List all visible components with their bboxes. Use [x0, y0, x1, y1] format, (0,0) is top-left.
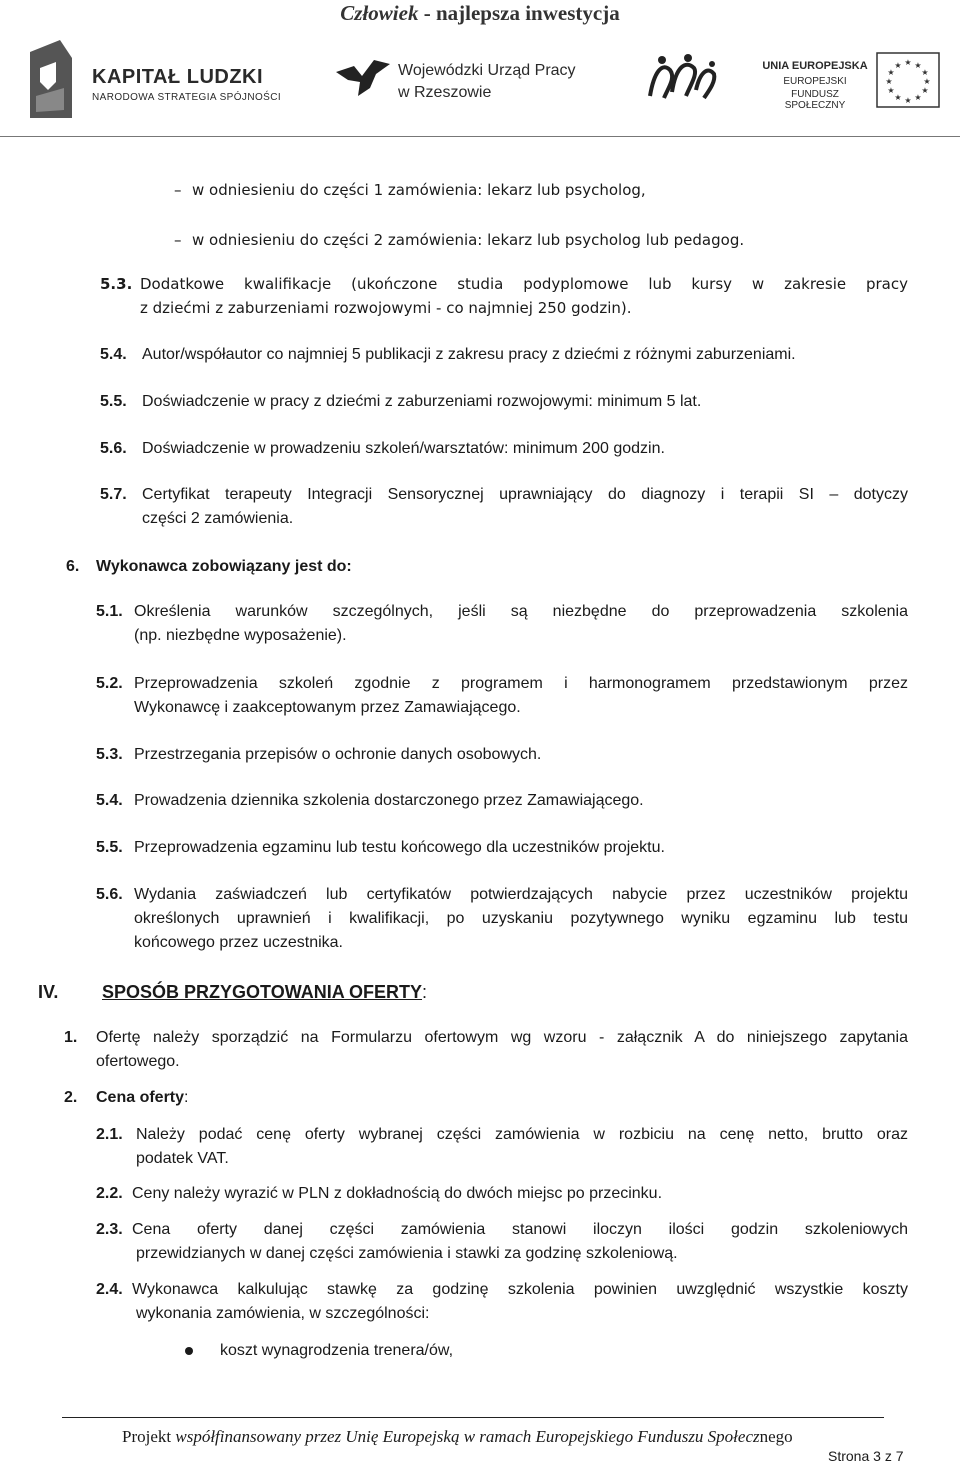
bullet-item-1: koszt wynagrodzenia trenera/ów,	[220, 1342, 454, 1359]
item-number: 5.5.	[96, 839, 123, 856]
item-number: 5.2.	[96, 675, 123, 692]
item-number: 5.3.	[96, 746, 123, 763]
item-number: 2.4.	[96, 1281, 123, 1298]
paragraph-6-2-line2: Wykonawcę i zaakceptowanym przez Zamawiającego.	[134, 699, 521, 716]
logo2-line1: Wojewódzki Urząd Pracy	[398, 62, 576, 79]
svg-text:★: ★	[894, 93, 902, 102]
page-number: Strona 3 z 7	[828, 1448, 904, 1464]
eu-flag-icon	[876, 52, 940, 108]
item-number: 5.3.	[100, 275, 133, 293]
item-number: 5.4.	[100, 346, 127, 363]
svg-text:★: ★	[921, 68, 929, 77]
paragraph-6-2-line1: Przeprowadzenia szkoleń zgodnie z programem i harmonogramem przedstawionym przez	[134, 675, 908, 692]
item-number: 2.2.	[96, 1185, 123, 1202]
bullet-dot	[185, 1347, 193, 1355]
paragraph-5-7-line2: części 2 zamówienia.	[142, 510, 294, 527]
svg-text:★: ★	[904, 96, 912, 105]
item-number: 5.5.	[100, 393, 127, 410]
dash-item-2: w odniesieniu do części 2 zamówienia: lekarz lub psycholog lub pedagog.	[192, 231, 745, 249]
paragraph-6-1-line1: Określenia warunków szczególnych, jeśli są niezbędne do przeprowadzenia szkolenia	[134, 603, 908, 620]
item-number: 5.4.	[96, 792, 123, 809]
paragraph-5-3-line1: Dodatkowe kwalifikacje (ukończone studia podyplomowe lub kursy w zakresie pracy	[140, 275, 908, 293]
paragraph-2-4-line2: wykonania zamówienia, w szczególności:	[136, 1305, 430, 1322]
logo1-line1: KAPITAŁ LUDZKI	[92, 66, 264, 88]
dash-item-1: w odniesieniu do części 1 zamówienia: lekarz lub psycholog,	[192, 181, 646, 199]
header-title	[0, 0, 960, 26]
dash-bullet: –	[174, 181, 182, 199]
item-number: 5.6.	[96, 886, 123, 903]
kapital-ludzki-logo-icon	[26, 38, 74, 120]
paragraph-2-3-line1: Cena oferty danej części zamówienia stanowi iloczyn ilości godzin szkoleniowych	[132, 1221, 908, 1238]
wup-bird-logo-icon	[334, 58, 392, 100]
paragraph-6-4: Prowadzenia dziennika szkolenia dostarczonego przez Zamawiającego.	[134, 792, 644, 809]
section-6-title: Wykonawca zobowiązany jest do:	[96, 558, 352, 575]
paragraph-6-6-line2: określonych uprawnień i kwalifikacji, po uzyskaniu pozytywnego wyniku egzaminu lub testu	[134, 910, 908, 927]
dash-bullet: –	[174, 231, 182, 249]
svg-text:★: ★	[921, 86, 929, 95]
svg-text:★: ★	[894, 61, 902, 70]
item-number: 2.3.	[96, 1221, 123, 1238]
paragraph-2-2: Ceny należy wyrazić w PLN z dokładnością do dwóch miejsc po przecinku.	[132, 1185, 663, 1202]
paragraph-2-4-line1: Wykonawca kalkulując stawkę za godzinę szkolenia powinien uwzględnić wszystkie koszty	[132, 1281, 908, 1298]
svg-text:★: ★	[885, 77, 893, 86]
logo2-line2: w Rzeszowie	[398, 84, 492, 101]
item-number: 1.	[64, 1029, 78, 1046]
paragraph-6-1-line2: (np. niezbędne wyposażenie).	[134, 627, 347, 644]
paragraph-2-3-line2: przewidzianych w danej części zamówienia i stawki za godzinę szkoleniową.	[136, 1245, 678, 1262]
section-iv-number: IV.	[38, 982, 59, 1002]
paragraph-2-1-line2: podatek VAT.	[136, 1150, 229, 1167]
logo4-line3: FUNDUSZ SPOŁECZNY	[784, 89, 846, 111]
item-number: 5.1.	[96, 603, 123, 620]
section-cena-oferty-title: Cena oferty:	[96, 1089, 189, 1106]
item-number: 5.7.	[100, 486, 127, 503]
item-number: 2.1.	[96, 1126, 123, 1143]
paragraph-6-6-line3: końcowego przez uczestnika.	[134, 934, 343, 951]
footer-project-line: Projekt współfinansowany przez Unię Europejską w ramach Europejskiego Funduszu Społecznego	[122, 1427, 793, 1446]
logo1-line2: NARODOWA STRATEGIA SPÓJNOŚCI	[92, 92, 282, 103]
svg-text:★: ★	[914, 61, 922, 70]
svg-text:★: ★	[923, 77, 931, 86]
paragraph-5-7-line1: Certyfikat terapeuty Integracji Sensorycznej uprawniający do diagnozy i terapii SI – dotyczy	[142, 486, 908, 503]
paragraph-5-4: Autor/współautor co najmniej 5 publikacji z zakresu pracy z dziećmi z różnymi zaburzeniami.	[142, 346, 796, 363]
header-title-italic: Człowiek	[340, 1, 419, 25]
logo4-line1: UNIA EUROPEJSKA	[762, 60, 868, 72]
figures-logo-icon	[642, 52, 720, 106]
paragraph-6-3: Przestrzegania przepisów o ochronie danych osobowych.	[134, 746, 542, 763]
paragraph-5-5: Doświadczenie w pracy z dziećmi z zaburzeniami rozwojowymi: minimum 5 lat.	[142, 393, 702, 410]
paragraph-5-3-line2: z dziećmi z zaburzeniami rozwojowymi - co najmniej 250 godzin).	[140, 299, 632, 317]
item-number: 2.	[64, 1089, 78, 1106]
svg-text:★: ★	[904, 58, 912, 67]
paragraph-5-6: Doświadczenie w prowadzeniu szkoleń/warsztatów: minimum 200 godzin.	[142, 440, 665, 457]
svg-text:★: ★	[887, 86, 895, 95]
paragraph-6-6-line1: Wydania zaświadczeń lub certyfikatów potwierdzających nabycie przez uczestników projektu	[134, 886, 908, 903]
footer-divider	[62, 1417, 884, 1418]
header-divider	[0, 136, 960, 137]
section-iv-title: SPOSÓB PRZYGOTOWANIA OFERTY:	[102, 982, 428, 1002]
paragraph-6-5: Przeprowadzenia egzaminu lub testu końcowego dla uczestników projektu.	[134, 839, 665, 856]
header-title-rest: - najlepsza inwestycja	[418, 1, 620, 25]
svg-text:★: ★	[914, 93, 922, 102]
paragraph-iv-1-line1: Ofertę należy sporządzić na Formularzu ofertowym wg wzoru - załącznik A do niniejszego zapytania	[96, 1029, 908, 1046]
paragraph-2-1-line1: Należy podać cenę oferty wybranej części zamówienia w rozbiciu na cenę netto, brutto oraz	[136, 1126, 908, 1143]
svg-text:★: ★	[887, 68, 895, 77]
paragraph-iv-1-line2: ofertowego.	[96, 1053, 180, 1070]
section-number: 6.	[66, 558, 80, 575]
item-number: 5.6.	[100, 440, 127, 457]
logo4-line2: EUROPEJSKI	[783, 76, 847, 87]
